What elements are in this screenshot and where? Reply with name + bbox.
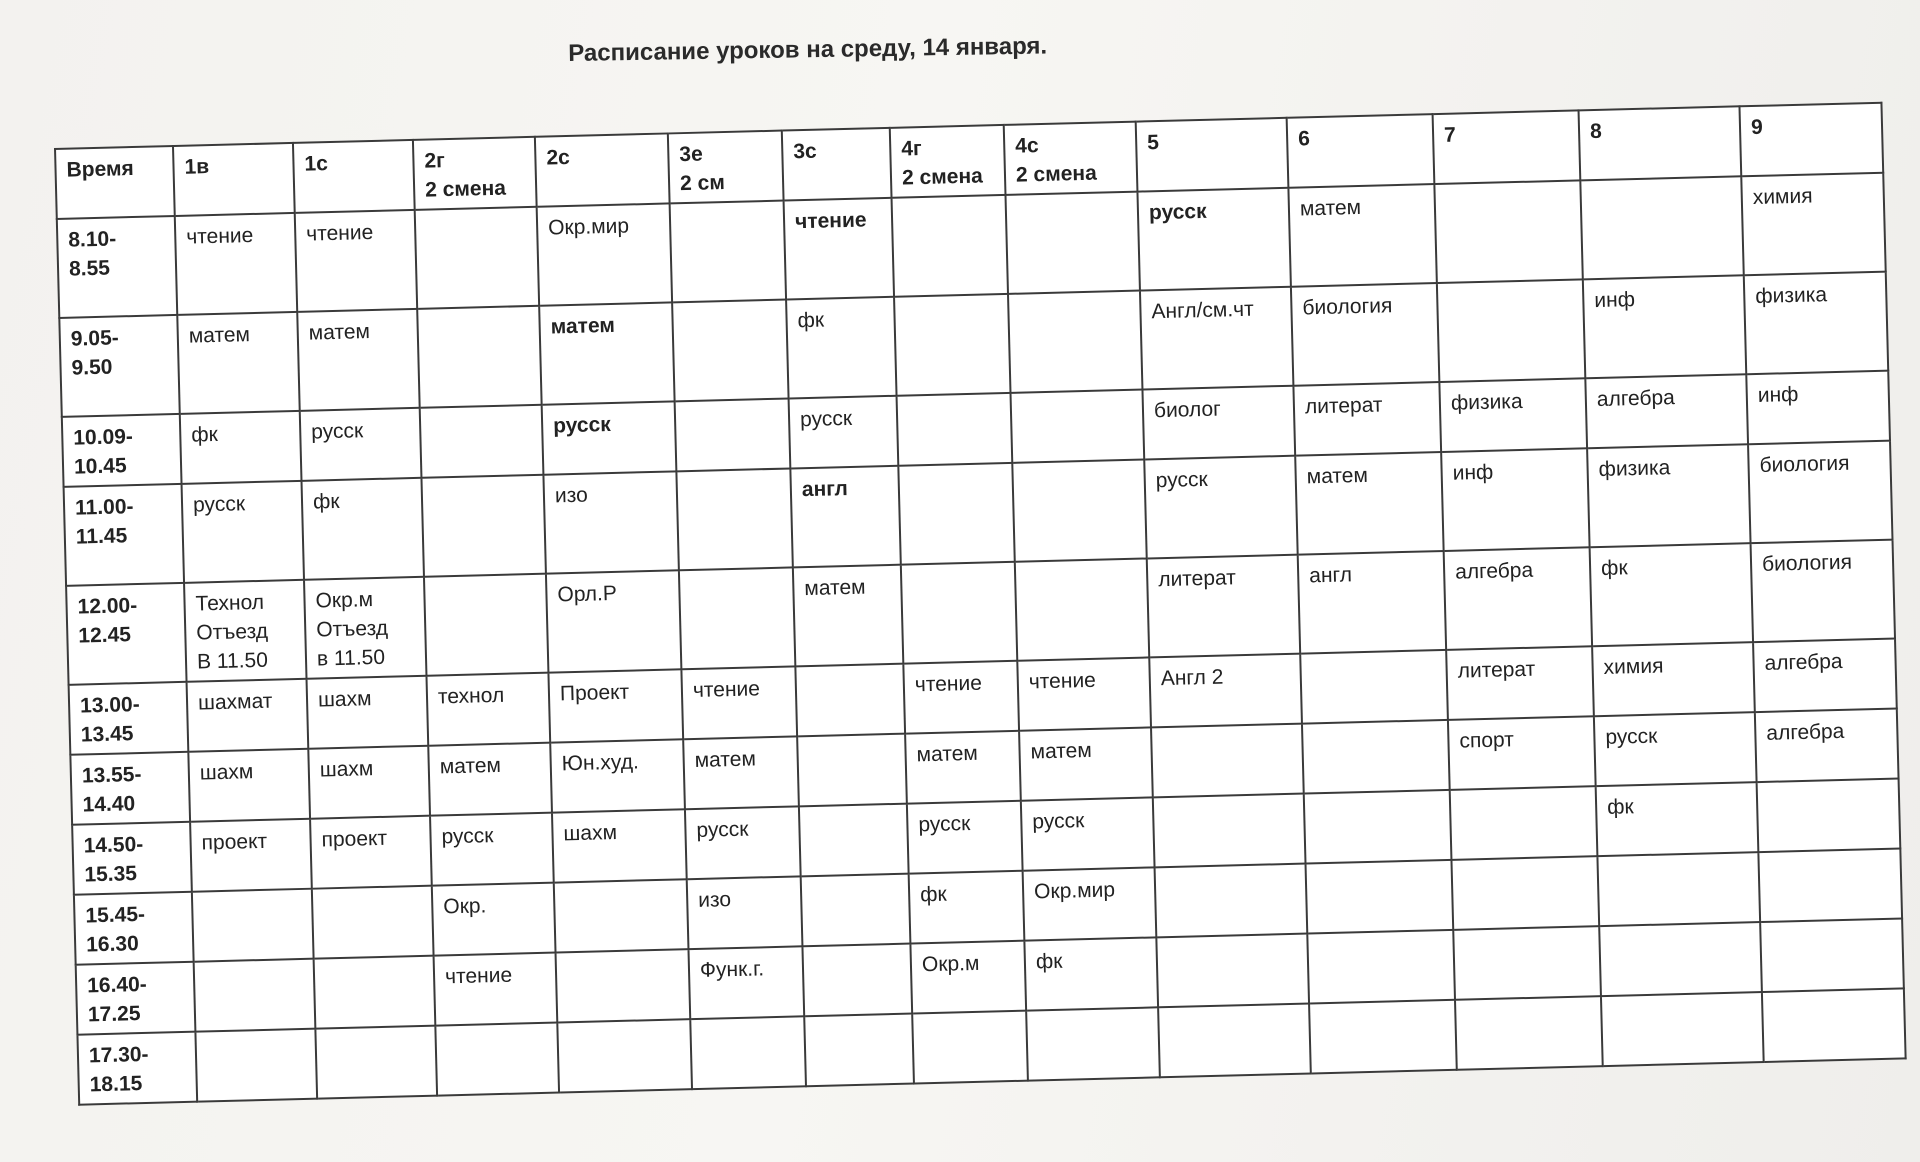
lesson-cell: фк <box>1024 937 1158 1010</box>
lesson-cell: Окр.мир <box>1023 867 1157 940</box>
header-time: Время <box>55 146 175 219</box>
time-cell: 10.09- 10.45 <box>62 414 182 487</box>
lesson-cell <box>1008 291 1142 393</box>
lesson-cell: фк <box>909 871 1025 944</box>
lesson-cell: русск <box>430 813 554 886</box>
lesson-cell: русск <box>789 396 899 469</box>
lesson-cell: фк <box>1596 782 1759 856</box>
lesson-cell: Проект <box>548 669 683 742</box>
lesson-cell: проект <box>310 816 432 889</box>
lesson-cell: химия <box>1741 173 1885 276</box>
lesson-cell: русск <box>542 401 677 474</box>
time-cell: 13.55- 14.40 <box>70 752 190 825</box>
lesson-cell <box>799 804 909 877</box>
lesson-cell: русск <box>1144 456 1297 559</box>
lesson-cell: русск <box>1137 188 1290 291</box>
header-class-2: 1с <box>293 140 415 213</box>
lesson-cell: русск <box>1021 797 1155 870</box>
lesson-cell <box>1307 930 1455 1004</box>
lesson-cell: чтение <box>295 210 417 312</box>
lesson-cell: Окр.мир <box>537 203 672 305</box>
lesson-cell: матем <box>297 309 419 411</box>
lesson-cell: шахмат <box>187 679 309 752</box>
lesson-cell: биология <box>1751 540 1895 643</box>
lesson-cell <box>676 468 792 570</box>
header-class-5: 3е 2 см <box>668 131 784 204</box>
lesson-cell: Англ 2 <box>1149 654 1302 728</box>
lesson-cell: изо <box>543 471 678 573</box>
lesson-cell <box>312 886 434 959</box>
lesson-cell <box>1151 724 1304 798</box>
lesson-cell <box>690 1016 806 1089</box>
lesson-cell <box>421 475 545 577</box>
lesson-cell: Окр.м <box>910 941 1026 1014</box>
lesson-cell <box>795 664 905 737</box>
lesson-cell <box>1437 279 1585 382</box>
lesson-cell <box>1760 918 1904 992</box>
lesson-cell: фк <box>1590 543 1753 646</box>
lesson-cell <box>670 201 786 303</box>
lesson-cell: физика <box>1587 444 1750 547</box>
lesson-cell: фк <box>302 478 424 580</box>
schedule-body <box>57 173 1906 1105</box>
lesson-cell <box>679 567 795 669</box>
lesson-cell <box>1451 856 1599 930</box>
lesson-cell: Орл.Р <box>546 570 681 672</box>
lesson-cell <box>1450 786 1598 860</box>
header-class-1: 1в <box>173 143 295 216</box>
header-class-6: 3с <box>782 128 892 201</box>
lesson-cell <box>1300 650 1448 724</box>
lesson-cell: матем <box>177 312 299 414</box>
lesson-cell: фк <box>180 411 302 484</box>
lesson-cell <box>1453 926 1601 1000</box>
header-class-8: 4с 2 смена <box>1004 122 1138 195</box>
header-class-7: 4г 2 смена <box>890 125 1006 198</box>
lesson-cell <box>435 1023 559 1096</box>
lesson-cell <box>557 1019 692 1092</box>
time-cell: 12.00- 12.45 <box>66 583 186 685</box>
lesson-cell: физика <box>1744 272 1888 375</box>
lesson-cell <box>1156 934 1309 1008</box>
lesson-cell <box>194 959 316 1032</box>
lesson-cell: алгебра <box>1585 374 1748 448</box>
lesson-cell <box>1158 1004 1311 1078</box>
lesson-cell: химия <box>1592 642 1755 716</box>
lesson-cell: русск <box>182 481 304 583</box>
lesson-cell <box>802 944 912 1017</box>
lesson-cell: литерат <box>1147 555 1300 658</box>
lesson-cell <box>192 889 314 962</box>
lesson-cell <box>314 956 436 1029</box>
lesson-cell: матем <box>683 736 799 809</box>
lesson-cell: биология <box>1748 441 1892 544</box>
lesson-cell <box>1599 922 1762 996</box>
lesson-cell: русск <box>685 806 801 879</box>
lesson-cell <box>556 949 691 1022</box>
time-cell: 14.50- 15.35 <box>72 822 192 895</box>
lesson-cell: матем <box>1295 452 1443 555</box>
lesson-cell: литерат <box>1446 646 1594 720</box>
lesson-cell: инф <box>1746 371 1890 445</box>
lesson-cell <box>1015 558 1149 660</box>
lesson-cell: проект <box>190 819 312 892</box>
lesson-cell <box>1597 852 1760 926</box>
lesson-cell: матем <box>1019 727 1153 800</box>
lesson-cell: русск <box>907 801 1023 874</box>
lesson-cell: биология <box>1291 283 1439 386</box>
lesson-cell <box>912 1011 1028 1084</box>
lesson-cell <box>675 398 791 471</box>
lesson-cell: инф <box>1583 275 1746 378</box>
lesson-cell: алгебра <box>1444 547 1592 650</box>
time-cell: 17.30- 18.15 <box>77 1032 197 1105</box>
lesson-cell: Окр.м Отъезд в 11.50 <box>304 577 426 679</box>
lesson-cell: шахм <box>308 746 430 819</box>
lesson-cell <box>1153 794 1306 868</box>
lesson-cell <box>1155 864 1308 938</box>
lesson-cell <box>797 734 907 807</box>
header-class-12: 8 <box>1579 106 1742 180</box>
lesson-cell: англ <box>790 466 900 568</box>
lesson-cell: алгебра <box>1755 709 1899 783</box>
time-cell: 13.00- 13.45 <box>69 682 189 755</box>
lesson-cell <box>315 1026 437 1099</box>
lesson-cell: алгебра <box>1753 639 1897 713</box>
lesson-cell <box>1011 390 1145 463</box>
time-cell: 16.40- 17.25 <box>76 962 196 1035</box>
lesson-cell <box>672 300 788 402</box>
lesson-cell: чтение <box>434 953 558 1026</box>
lesson-cell <box>415 207 539 309</box>
lesson-cell <box>1455 996 1603 1070</box>
lesson-cell: Англ/см.чт <box>1140 287 1293 390</box>
lesson-cell: чтение <box>681 666 797 739</box>
lesson-cell: Технол Отъезд В 11.50 <box>184 580 306 682</box>
header-class-11: 7 <box>1433 110 1581 184</box>
lesson-cell: матем <box>793 565 903 667</box>
lesson-cell: Функ.г. <box>688 946 804 1019</box>
header-class-10: 6 <box>1287 114 1435 188</box>
lesson-cell: матем <box>1288 184 1436 287</box>
header-class-3: 2г 2 смена <box>413 137 537 210</box>
time-cell: 9.05- 9.50 <box>59 315 179 417</box>
lesson-cell: англ <box>1298 551 1446 654</box>
lesson-cell: чтение <box>784 198 894 300</box>
page-title: Расписание уроков на среду, 14 января. <box>568 32 1048 67</box>
lesson-cell <box>901 562 1017 664</box>
lesson-cell <box>1762 988 1906 1062</box>
lesson-cell: шахм <box>307 676 429 749</box>
lesson-cell <box>898 463 1014 565</box>
lesson-cell: биолог <box>1142 386 1295 460</box>
lesson-cell <box>894 294 1010 396</box>
lesson-cell: русск <box>1594 712 1757 786</box>
lesson-cell <box>1601 992 1764 1066</box>
lesson-cell <box>1309 1000 1457 1074</box>
lesson-cell <box>897 393 1013 466</box>
lesson-cell: шахм <box>188 749 310 822</box>
lesson-cell: Окр. <box>432 883 556 956</box>
lesson-cell: спорт <box>1448 716 1596 790</box>
header-class-4: 2с <box>535 133 670 206</box>
lesson-cell <box>1302 720 1450 794</box>
lesson-cell <box>195 1029 317 1102</box>
lesson-cell <box>420 405 544 478</box>
lesson-cell: фк <box>786 297 896 399</box>
lesson-cell <box>804 1014 914 1087</box>
lesson-cell: чтение <box>1017 657 1151 730</box>
lesson-cell <box>1304 790 1452 864</box>
lesson-cell: шахм <box>552 809 687 882</box>
lesson-cell <box>554 879 689 952</box>
lesson-cell <box>1580 176 1743 279</box>
lesson-cell <box>1434 180 1582 283</box>
lesson-cell <box>1306 860 1454 934</box>
lesson-cell <box>1012 460 1146 562</box>
schedule-table <box>54 102 1907 1106</box>
lesson-cell: чтение <box>903 661 1019 734</box>
lesson-cell: чтение <box>175 213 297 315</box>
lesson-cell <box>801 874 911 947</box>
time-cell: 15.45- 16.30 <box>74 892 194 965</box>
lesson-cell: русск <box>300 408 422 481</box>
lesson-cell: инф <box>1441 448 1589 551</box>
lesson-cell: технол <box>426 673 550 746</box>
lesson-cell <box>892 195 1008 297</box>
lesson-cell <box>417 306 541 408</box>
time-cell: 11.00- 11.45 <box>64 484 184 586</box>
schedule-table-wrapper <box>54 102 1907 1106</box>
lesson-cell: матем <box>428 743 552 816</box>
lesson-cell: физика <box>1439 378 1587 452</box>
lesson-cell: литерат <box>1293 382 1441 456</box>
lesson-cell: изо <box>687 876 803 949</box>
lesson-cell: матем <box>539 302 674 404</box>
lesson-cell: матем <box>905 731 1021 804</box>
lesson-cell: Юн.худ. <box>550 739 685 812</box>
lesson-cell <box>1757 779 1901 853</box>
lesson-cell <box>1005 192 1139 294</box>
lesson-cell <box>1758 849 1902 923</box>
header-class-13: 9 <box>1739 103 1883 177</box>
header-class-9: 5 <box>1136 118 1289 192</box>
lesson-cell <box>424 574 548 676</box>
lesson-cell <box>1026 1007 1160 1080</box>
time-cell: 8.10- 8.55 <box>57 216 177 318</box>
